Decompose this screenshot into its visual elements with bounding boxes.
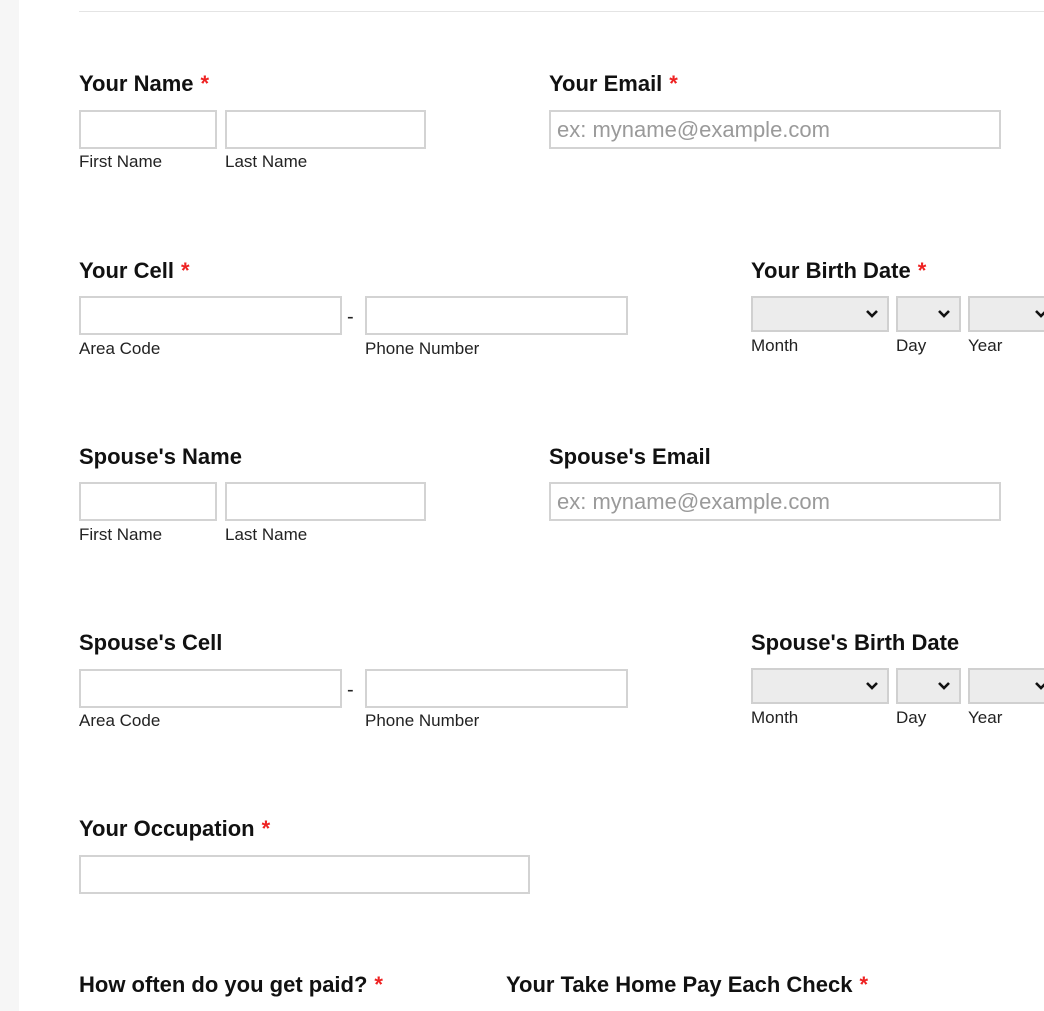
required-marker: * [180,258,190,283]
spouse-birth-day-sublabel: Day [896,708,927,727]
chevron-down-icon [1034,679,1044,693]
your-cell-label: Your Cell * [79,258,190,283]
required-marker: * [669,71,678,96]
required-marker: * [374,972,383,997]
your-birth-day-sublabel: Day [896,336,927,355]
spouse-first-name-input[interactable] [79,482,217,521]
your-birth-year-sublabel: Year [968,336,1003,355]
your-birth-day-select[interactable] [896,296,961,332]
your-birth-year-select[interactable] [968,296,1044,332]
spouse-last-name-input[interactable] [225,482,426,521]
pay-frequency-label: How often do you get paid? * [79,972,383,997]
spouse-email-label: Spouse's Email [549,444,711,469]
your-first-name-input[interactable] [79,110,217,149]
chevron-down-icon [937,307,951,321]
your-first-name-sublabel: First Name [79,152,163,171]
required-marker: * [859,972,868,997]
your-email-label: Your Email * [549,71,678,96]
required-marker: * [917,258,927,283]
your-cell-area-sublabel: Area Code [79,339,161,358]
spouse-birth-year-select[interactable] [968,668,1044,704]
spouse-email-input[interactable] [549,482,1001,521]
phone-dash: - [347,679,354,701]
spouse-birth-date-label: Spouse's Birth Date [751,630,960,655]
chevron-down-icon [865,307,879,321]
spouse-cell-area-code-input[interactable] [79,669,342,708]
chevron-down-icon [937,679,951,693]
spouse-cell-area-sublabel: Area Code [79,711,161,730]
spouse-birth-month-sublabel: Month [751,708,799,727]
your-last-name-sublabel: Last Name [225,152,308,171]
your-birth-month-sublabel: Month [751,336,799,355]
spouse-cell-label: Spouse's Cell [79,630,223,655]
occupation-input[interactable] [79,855,530,894]
spouse-last-name-sublabel: Last Name [225,525,308,544]
your-email-input[interactable] [549,110,1001,149]
your-last-name-input[interactable] [225,110,426,149]
spouse-birth-year-sublabel: Year [968,708,1003,727]
your-name-label: Your Name * [79,71,210,96]
spouse-birth-day-select[interactable] [896,668,961,704]
take-home-pay-label: Your Take Home Pay Each Check * [506,972,868,997]
spouse-name-label: Spouse's Name [79,444,242,469]
required-marker: * [261,816,271,841]
spouse-cell-phone-input[interactable] [365,669,628,708]
your-birth-date-label: Your Birth Date * [751,258,927,283]
spouse-birth-month-select[interactable] [751,668,889,704]
spouse-first-name-sublabel: First Name [79,525,163,544]
spouse-cell-phone-sublabel: Phone Number [365,711,480,730]
your-cell-area-code-input[interactable] [79,296,342,335]
chevron-down-icon [1034,307,1044,321]
occupation-label: Your Occupation * [79,816,271,841]
phone-dash: - [347,306,354,328]
your-cell-phone-sublabel: Phone Number [365,339,480,358]
divider [79,11,1044,12]
required-marker: * [200,71,210,96]
your-cell-phone-input[interactable] [365,296,628,335]
chevron-down-icon [865,679,879,693]
your-birth-month-select[interactable] [751,296,889,332]
